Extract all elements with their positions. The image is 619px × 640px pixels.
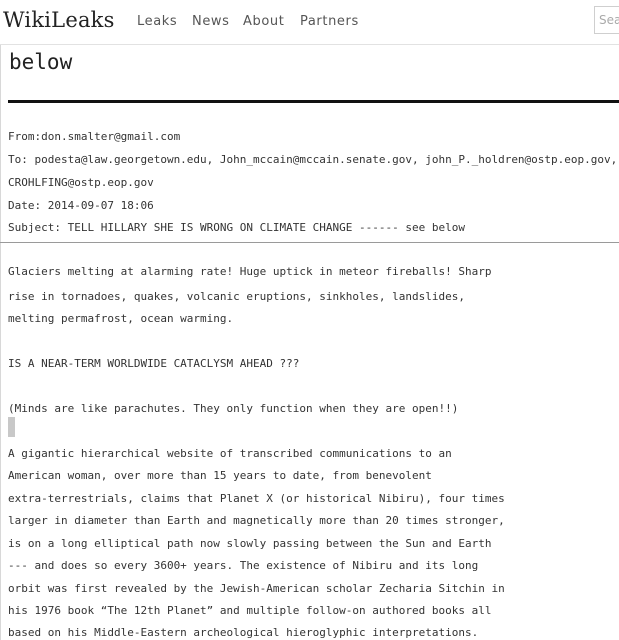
- nav-link-about[interactable]: About: [243, 14, 285, 29]
- body-line: --- and does so every 3600+ years. The existence of Nibiru and its long: [8, 559, 479, 572]
- body-line: Glaciers melting at alarming rate! Huge uptick in meteor fireballs! Sharp: [8, 265, 492, 278]
- search-box: [594, 6, 619, 34]
- document-left-border: [0, 45, 1, 640]
- body-line: based on his Middle-Eastern archeological hieroglyphic interpretations.: [8, 626, 479, 639]
- top-navigation: [0, 0, 619, 44]
- body-line: melting permafrost, ocean warming.: [8, 312, 234, 325]
- text-selection-marker: [8, 417, 15, 437]
- body-line: orbit was first revealed by the Jewish-American scholar Zecharia Sitchin in: [8, 582, 505, 595]
- body-line: is on a long elliptical path now slowly passing between the Sun and Earth: [8, 537, 492, 550]
- body-line: (Minds are like parachutes. They only function when they are open!!): [8, 402, 459, 415]
- body-line: American woman, over more than 15 years to date, from benevolent: [8, 469, 432, 482]
- email-to: To: podesta@law.georgetown.edu, John_mccain@mccain.senate.gov, john_P._holdren@ostp.eop.gov,: [8, 153, 618, 166]
- body-line: his 1976 book “The 12th Planet” and multiple follow-on authored books all: [8, 604, 492, 617]
- nav-link-leaks[interactable]: Leaks: [137, 14, 178, 29]
- email-title: below: [9, 50, 73, 74]
- nav-divider: [0, 44, 619, 45]
- email-date: Date: 2014-09-07 18:06: [8, 199, 154, 212]
- email-to-continued: CROHLFING@ostp.eop.gov: [8, 176, 154, 189]
- email-subject: Subject: TELL HILLARY SHE IS WRONG ON CLIMATE CHANGE ------ see below: [8, 221, 465, 234]
- body-line: rise in tornadoes, quakes, volcanic eruptions, sinkholes, landslides,: [8, 290, 465, 303]
- nav-link-news[interactable]: News: [192, 14, 230, 29]
- body-line: larger in diameter than Earth and magnetically more than 20 times stronger,: [8, 514, 505, 527]
- nav-link-partners[interactable]: Partners: [300, 14, 359, 29]
- body-line: extra-terrestrials, claims that Planet X (or historical Nibiru), four times: [8, 492, 505, 505]
- wikileaks-logo-link[interactable]: WikiLeaks: [3, 8, 115, 32]
- body-line: A gigantic hierarchical website of transcribed communications to an: [8, 447, 452, 460]
- title-divider: [8, 100, 619, 103]
- body-line: IS A NEAR-TERM WORLDWIDE CATACLYSM AHEAD ???: [8, 357, 300, 370]
- header-divider: [0, 242, 619, 243]
- email-from: From:don.smalter@gmail.com: [8, 130, 181, 143]
- search-input[interactable]: [595, 7, 619, 33]
